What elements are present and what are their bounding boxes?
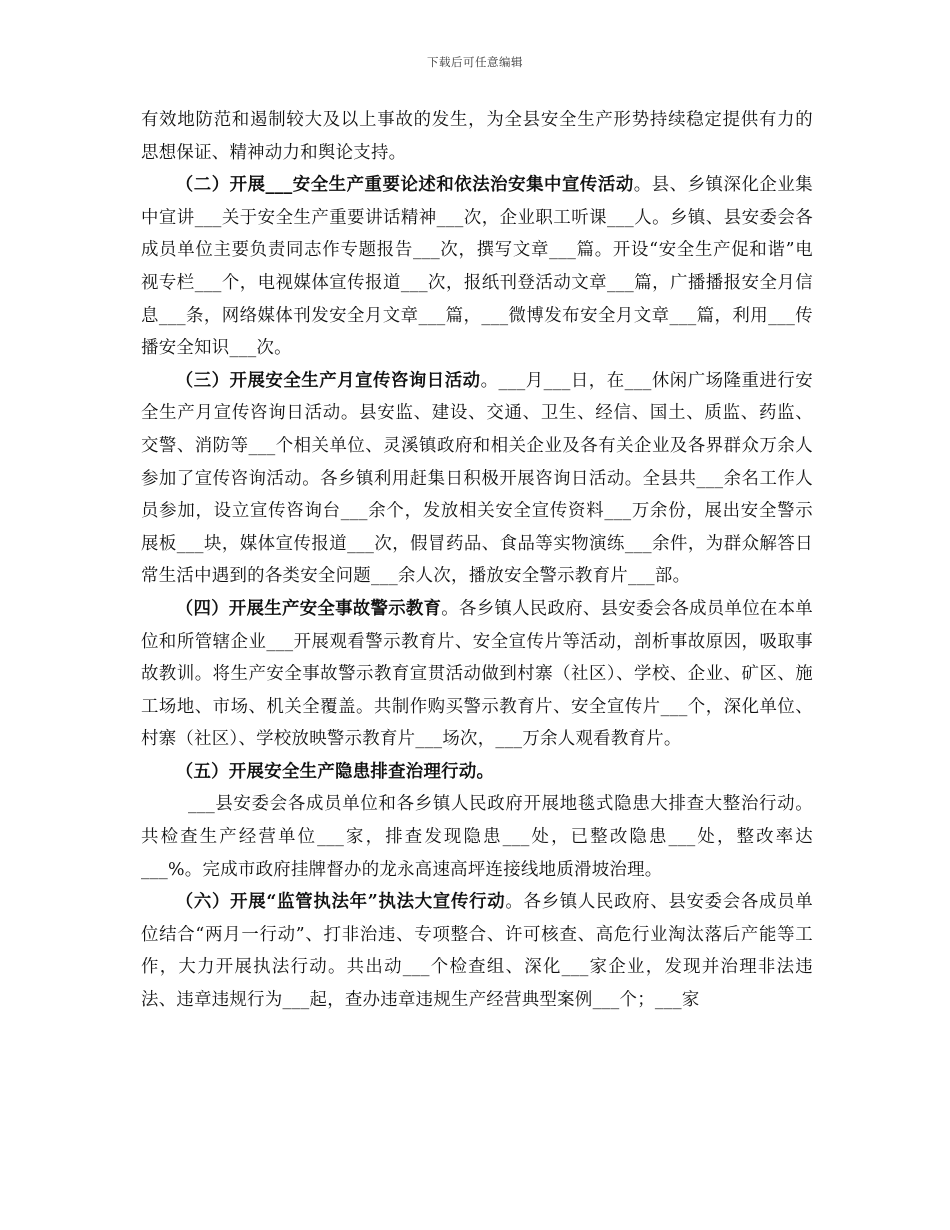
paragraph-body: 。各乡镇人民政府、县安委会各成员单位结合“两月一行动”、打非治违、专项整合、许可核查、高危行业淘汰落后产能等工作，大力开展执法行动。共出动___个检查组、深化___家企业，发现并治理非法违法、违章违规行为___起，查办违章违规生产经营典型案例___个；___家 — [141, 892, 813, 1011]
paragraph-body: ___县安委会各成员单位和各乡镇人民政府开展地毯式隐患大排查大整治行动。共检查生产经营单位___家，排查发现隐患___处，已整改隐患___处，整改率达___%。完成市政府挂牌督办的龙永高速高坪连接线地质滑坡治理。 — [141, 794, 813, 880]
paragraph-section-2 — [141, 169, 813, 365]
paragraph-section-6 — [141, 886, 813, 1016]
section-heading: （四）开展生产安全事故警示教育 — [175, 598, 442, 619]
paragraph-section-5-body — [141, 788, 813, 886]
section-heading: （五）开展安全生产隐患排查治理行动。 — [175, 761, 495, 782]
section-heading: （三）开展安全生产月宣传咨询日活动 — [175, 370, 481, 391]
paragraph-section-3 — [141, 365, 813, 593]
paragraph-body: 。___月___日，在___休闲广场隆重进行安全生产月宣传咨询日活动。县安监、建设、交通、卫生、经信、国土、质监、药监、交警、消防等___个相关单位、灵溪镇政府和相关企业及各有关企业及各界群众万余人参加了宣传咨询活动。各乡镇利用赶集日积极开展咨询日活动。全县共___余名工作人员参加，设立宣传咨询台___余个，发放相关安全宣传资料___万余份，展出安全警示展板___块，媒体宣传报道___次，假冒药品、食品等实物演练___余件，为群众解答日常生活中遇到的各类安全问题___余人次，播放安全警示教育片___部。 — [141, 370, 813, 587]
paragraph-section-5 — [141, 756, 813, 789]
page-header: 下载后可任意编辑 — [427, 55, 523, 69]
paragraph-body: 。县、乡镇深化企业集中宣讲___关于安全生产重要讲话精神___次，企业职工听课___人。乡镇、县安委会各成员单位主要负责同志作专题报告___次，撰写文章___篇。开设“安全生产促和谐”电视专栏___个，电视媒体宣传报道___次，报纸刊登活动文章___篇，广播播报安全月信息___条，网络媒体刊发安全月文章___篇，___微博发布安全月文章___篇，利用___传播安全知识___次。 — [141, 175, 813, 359]
paragraph-body: 。各乡镇人民政府、县安委会各成员单位在本单位和所管辖企业___开展观看警示教育片、安全宣传片等活动，剖析事故原因，吸取事故教训。将生产安全事故警示教育宣贯活动做到村寨（社区）、学校、企业、矿区、施工场地、市场、机关全覆盖。共制作购买警示教育片、安全宣传片___个，深化单位、村寨（社区）、学校放映警示教育片___场次，___万余人观看教育片。 — [141, 598, 813, 750]
paragraph-intro — [141, 104, 813, 169]
document-body — [141, 104, 813, 1017]
section-heading: （六）开展“监管执法年”执法大宣传行动 — [175, 892, 506, 913]
section-heading: （二）开展___安全生产重要论述和依法治安集中宣传活动 — [175, 175, 634, 196]
paragraph-body: 有效地防范和遏制较大及以上事故的发生，为全县安全生产形势持续稳定提供有力的思想保证、精神动力和舆论支持。 — [141, 110, 813, 163]
paragraph-section-4 — [141, 593, 813, 756]
